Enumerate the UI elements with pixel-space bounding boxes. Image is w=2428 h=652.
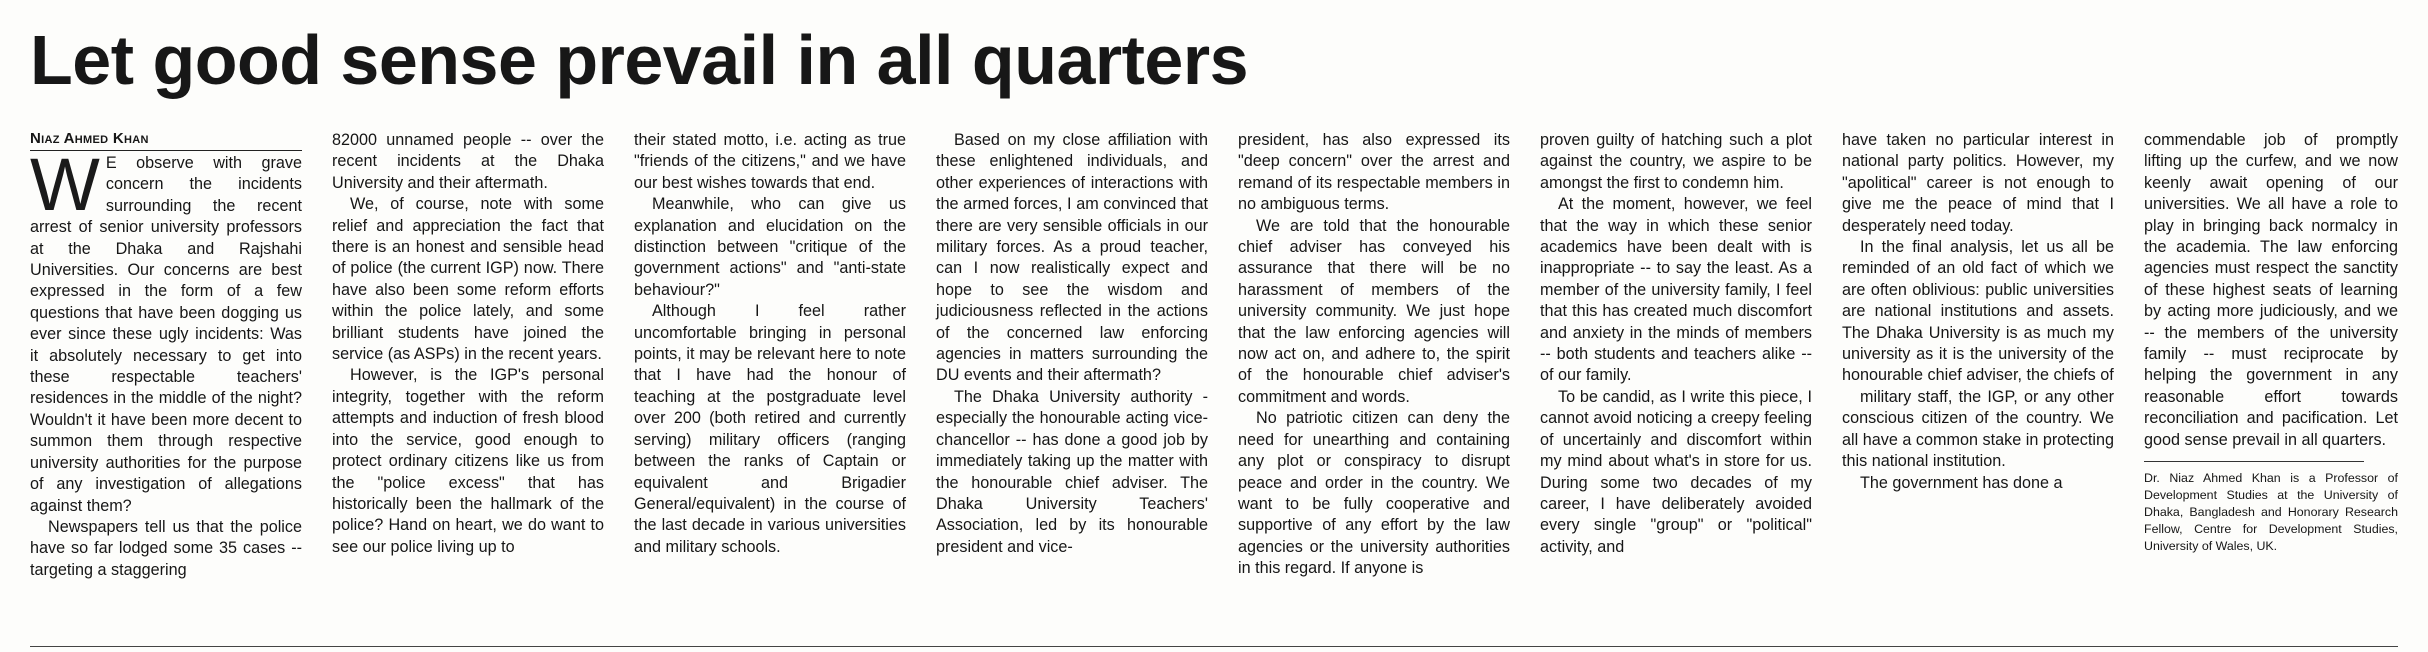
- paragraph: 82000 unnamed people -- over the recent incidents at the Dhaka University and their aftermath.: [332, 131, 604, 192]
- paragraph: In the final analysis, let us all be reminded of an old fact of which we are often oblivious: public universities are national institutions and assets. The Dhaka University is as much my university as it is the university of the honourable chief adviser, the chiefs of: [1842, 238, 2114, 385]
- paragraph: The Dhaka University authority - especially the honourable acting vice-chancellor -- has done a good job by immediately taking up the matter with the honourable chief adviser. The Dhaka University Teachers' Association, led by its honourable president and vice-: [936, 387, 1208, 556]
- article-column-7: [1842, 130, 2114, 494]
- paragraph: proven guilty of hatching such a plot against the country, we aspire to be amongst the first to condemn him.: [1540, 131, 1812, 192]
- paragraph: W E observe with grave concern the incidents surrounding the recent arrest of senior university professors at the Dhaka and Rajshahi Universities. Our concerns are best expressed in the form of a few questions that have been dogging us ever since these ugly incidents: Was it absolutely necessary to get into these respectable teachers' residences in the middle of the night? Wouldn't it have been more decent to summon them through respective university authorities for the purpose of any investigation of allegations against them?: [30, 143, 302, 515]
- headline: Let good sense prevail in all quarters: [30, 21, 1249, 99]
- paragraph: president, has also expressed its "deep concern" over the arrest and remand of its respectable members in no ambiguous terms.: [1238, 131, 1510, 214]
- paragraph: However, is the IGP's personal integrity, together with the reform attempts and induction of fresh blood into the service, good enough to protect ordinary citizens like us from the "police excess" that has historically been the hallmark of the police? Hand on heart, we do want to see our police living up to: [332, 366, 604, 556]
- paragraph: Newspapers tell us that the police have so far lodged some 35 cases -- targeting a staggering: [30, 517, 302, 579]
- paragraph: Meanwhile, who can give us explanation and elucidation on the distinction between "critique of the government actions" and "anti-state behaviour?": [634, 195, 906, 299]
- article-column-1: [30, 130, 302, 581]
- paragraph: At the moment, however, we feel that the way in which these senior academics have been dealt with is inappropriate -- to say the least. As a member of the university family, I feel that this has created much discomfort and anxiety in the minds of members -- both students and teachers alike -- of our family.: [1540, 195, 1812, 385]
- paragraph: No patriotic citizen can deny the need for unearthing and containing any plot or conspiracy to disrupt peace and order in the country. We want to be fully cooperative and supportive of any effort by the law agencies or the university authorities in this regard. If anyone is: [1238, 409, 1510, 578]
- byline: Niaz Ahmed Khan: [30, 130, 302, 151]
- article-column-2: [332, 130, 604, 558]
- paragraph: We are told that the honourable chief adviser has conveyed his assurance that there will be no harassment of members of the university community. We just hope that the law enforcing agencies will now act on, and adhere to, the spirit of the honourable chief adviser's commitment and words.: [1238, 216, 1510, 406]
- paragraph: commendable job of promptly lifting up the curfew, and we now keenly await opening of our universities. We all have a role to play in bringing back normalcy in the academia. The law enforcing agencies must respect the sanctity of these highest seats of learning by acting more judiciously, and we -- the members of the university family -- must reciprocate by helping the government in any reasonable effort towards reconciliation and pacification. Let good sense prevail in all quarters.: [2144, 131, 2398, 449]
- author-bio: Dr. Niaz Ahmed Khan is a Professor of Development Studies at the University of Dhaka, Bangladesh and Honorary Research Fellow, Centre for Development Studies, University of Wales, UK.: [2144, 471, 2398, 554]
- article-column-4: [936, 130, 1208, 558]
- article-column-3: [634, 130, 906, 558]
- dropcap: W: [30, 143, 100, 226]
- article-column-8: [2144, 130, 2398, 555]
- article-column-6: [1540, 130, 1812, 558]
- article-column-5: [1238, 130, 1510, 580]
- paragraph: The government has done a: [1860, 473, 2063, 492]
- divider: [2144, 461, 2364, 462]
- paragraph: Although I feel rather uncomfortable bringing in personal points, it may be relevant here to note that I have had the honour of teaching at the postgraduate level over 200 (both retired and currently serving) military officers (ranging between the ranks of Captain or equivalent and Brigadier General/equivalent) in the course of the last decade in various universities and military schools.: [634, 302, 906, 556]
- paragraph: To be candid, as I write this piece, I cannot avoid noticing a creepy feeling of uncertainly and discomfort within my mind about what's in store for us. During some two decades of my career, I have deliberately avoided every single "group" or "political" activity, and: [1540, 387, 1812, 556]
- paragraph: their stated motto, i.e. acting as true "friends of the citizens," and we have our best wishes towards that end.: [634, 131, 906, 192]
- bottom-divider: [30, 646, 2398, 647]
- paragraph: Based on my close affiliation with these enlightened individuals, and other experiences of interactions with the armed forces, I am convinced that there are very sensible officials in our military forces. As a proud teacher, can I now realistically expect and hope to see the wisdom and judiciousness reflected in the actions of the concerned law enforcing agencies in matters surrounding the DU events and their aftermath?: [936, 131, 1208, 385]
- paragraph: military staff, the IGP, or any other conscious citizen of the country. We all have a common stake in protecting this national institution.: [1842, 387, 2114, 471]
- paragraph: have taken no particular interest in national party politics. However, my "apolitical" career is not enough to give me the peace of mind that I desperately need today.: [1842, 131, 2114, 235]
- paragraph: We, of course, note with some relief and appreciation the fact that there is an honest and sensible head of police (the current IGP) now. There have also been some reform efforts within the police lately, and some brilliant students have joined the service (as ASPs) in the recent years.: [332, 195, 604, 364]
